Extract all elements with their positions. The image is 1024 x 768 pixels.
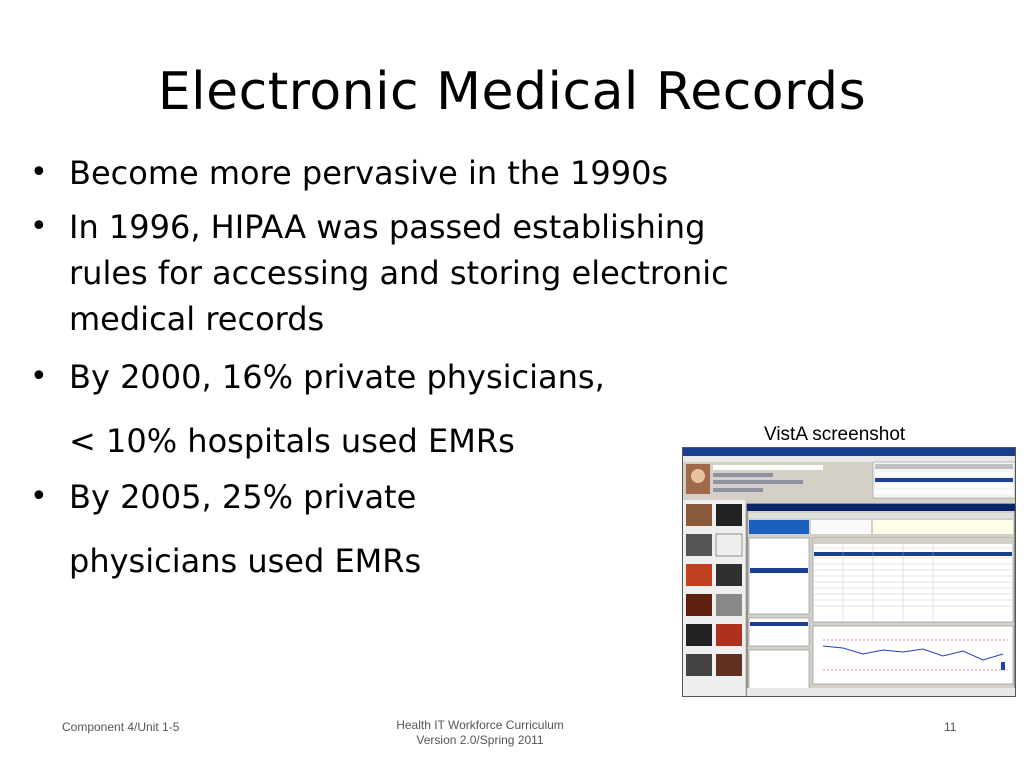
bullet-text: By 2005, 25% private (69, 478, 417, 516)
bullet-dot: • (30, 155, 48, 190)
bullet-dot: • (30, 209, 48, 244)
bullet-text: Become more pervasive in the 1990s (69, 154, 669, 192)
bullet-text: rules for accessing and storing electronic (69, 254, 729, 292)
bullet-item (30, 146, 910, 200)
vista-screenshot-image (682, 447, 1016, 697)
vista-screenshot-graphic (683, 448, 1015, 696)
page-number: 11 (944, 720, 957, 734)
bullet-text: < 10% hospitals used EMRs (69, 422, 515, 460)
bullet-item (30, 200, 910, 346)
footer-curriculum (340, 718, 620, 748)
footer-component-label: Component 4/Unit 1-5 (62, 720, 180, 734)
bullet-text: medical records (69, 300, 325, 338)
bullet-text: In 1996, HIPAA was passed establishing (69, 208, 706, 246)
footer-curriculum-line1: Health IT Workforce Curriculum (396, 718, 564, 732)
bullet-text: physicians used EMRs (69, 542, 422, 580)
footer-curriculum-line2: Version 2.0/Spring 2011 (416, 733, 544, 747)
slide-title: Electronic Medical Records (157, 62, 867, 122)
image-caption: VistA screenshot (764, 424, 906, 445)
bullet-dot: • (30, 359, 48, 394)
bullet-text: By 2000, 16% private physicians, (69, 358, 605, 396)
bullet-dot: • (30, 479, 48, 514)
